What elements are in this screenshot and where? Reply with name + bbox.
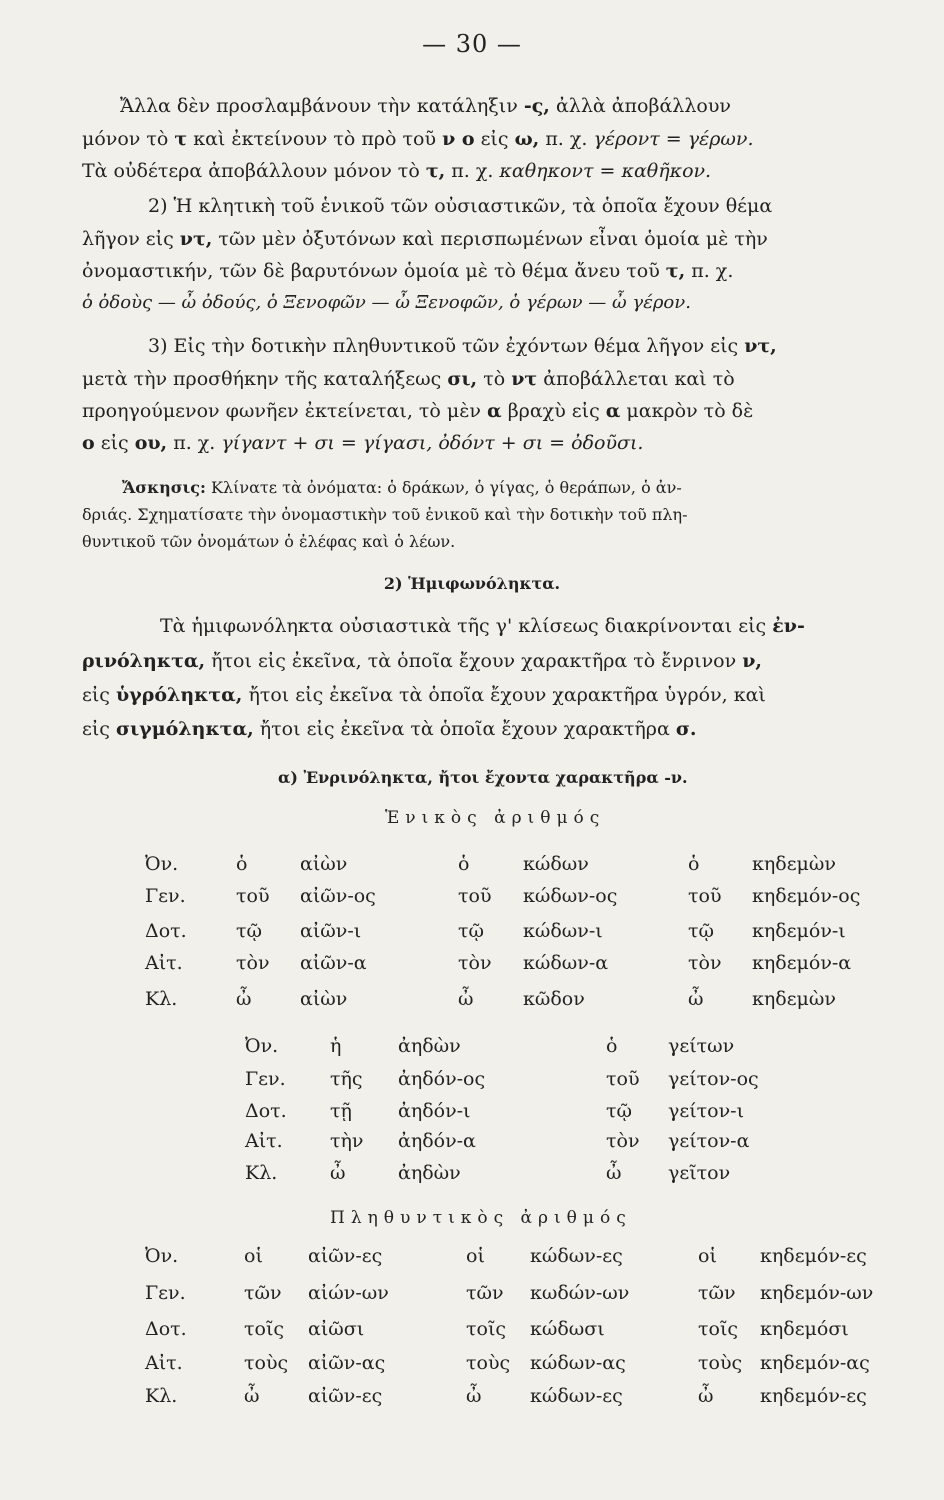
noun-form: κηδεμόν-ας [760, 1352, 870, 1374]
bold-text: ντ, [744, 335, 777, 357]
case-label: Αἰτ. [145, 1352, 183, 1374]
text: εἰς [474, 128, 515, 150]
italic-text: καθηκοντ = καθῆκον. [499, 160, 712, 182]
bold-text: τ [174, 128, 188, 150]
article: τὸν [458, 952, 492, 974]
case-label: Αἰτ. [145, 952, 183, 974]
bold-text: τ, [425, 160, 446, 182]
text: τῶν μὲν ὀξυτόνων καὶ περισπωμένων εἶναι ὁμοία μὲ τὴν [212, 228, 768, 250]
noun-form: κηδεμόν-ος [752, 885, 861, 907]
article: ὁ [688, 853, 700, 875]
page-number: — 30 — [422, 30, 522, 58]
text: τὸ [477, 368, 512, 390]
noun-form: κῶδον [523, 988, 585, 1010]
article: ὦ [606, 1162, 622, 1184]
text: π. χ. [445, 160, 500, 182]
noun-form: γείτον-ι [668, 1100, 745, 1122]
article: τοῖς [466, 1318, 507, 1340]
noun-form: κηδεμόν-α [752, 952, 852, 974]
text: βραχὺ εἰς [501, 400, 606, 422]
article: οἱ [244, 1245, 263, 1267]
bold-text: σι, [447, 368, 478, 390]
text: ἤτοι εἰς ἐκεῖνα, τὰ ὁποῖα ἔχουν χαρακτῆρα τὸ ἔνρινον [205, 650, 743, 672]
text: εἰς [82, 718, 116, 740]
case-label: Γεν. [245, 1068, 286, 1090]
bold-text: ου, [134, 432, 168, 454]
exercise-line: δριάς. Σχηματίσατε τὴν ὀνομαστικὴν τοῦ ἑνικοῦ καὶ τὴν δοτικὴν τοῦ πλη- [82, 505, 688, 524]
noun-form: ἀηδόν-ι [398, 1100, 471, 1122]
noun-form: γείτον-ος [668, 1068, 759, 1090]
text: καὶ ἐκτείνουν τὸ πρὸ τοῦ [187, 128, 443, 150]
article: τὸν [236, 952, 270, 974]
article: οἱ [466, 1245, 485, 1267]
noun-form: αἰὼν [300, 988, 348, 1010]
text-line [120, 95, 731, 117]
noun-form: ἀηδόν-α [398, 1130, 476, 1152]
article: ὦ [698, 1385, 714, 1407]
text: ἀλλὰ ἀποβάλλουν [549, 95, 731, 117]
article: τῇ [330, 1100, 352, 1122]
text: 3) Εἰς τὴν δοτικὴν πληθυντικοῦ τῶν ἐχόντων θέμα λῆγον εἰς [148, 335, 745, 357]
text-line: 2) Ἡ κλητικὴ τοῦ ἑνικοῦ τῶν οὐσιαστικῶν, τὰ ὁποῖα ἔχουν θέμα [148, 195, 773, 217]
case-label: Κλ. [145, 988, 178, 1010]
article: ὦ [236, 988, 252, 1010]
text-line [82, 160, 711, 182]
subheading: α) Ἐνρινόληκτα, ἤτοι ἔχοντα χαρακτῆρα -ν. [278, 768, 688, 787]
article: τοῖς [698, 1318, 739, 1340]
noun-form: κηδεμόν-ες [760, 1385, 867, 1407]
article: ὦ [466, 1385, 482, 1407]
bold-text: ἐν- [772, 615, 805, 637]
article: τοὺς [466, 1352, 511, 1374]
text-line [82, 432, 643, 454]
bold-text: ν, [742, 650, 763, 672]
text: Τὰ ἡμιφωνόληκτα οὐσιαστικὰ τῆς γ' κλίσεως διακρίνονται εἰς [160, 615, 773, 637]
text-line: ὁ ὀδοὺς — ὦ ὀδούς, ὁ Ξενοφῶν — ὦ Ξενοφῶν, ὁ γέρων — ὦ γέρον. [82, 292, 691, 313]
plural-title: Πληθυντικὸς ἀριθμός [330, 1208, 632, 1228]
text-line [148, 335, 777, 357]
noun-form: κώδων-ος [523, 885, 618, 907]
article: τῶν [466, 1282, 504, 1304]
article: τὸν [606, 1130, 640, 1152]
noun-form: αἰὼν [300, 853, 348, 875]
noun-form: αἰών-ων [308, 1282, 389, 1304]
noun-form: ἀηδόν-ος [398, 1068, 486, 1090]
exercise-label: Ἄσκησις: [122, 478, 206, 497]
article: τὸν [688, 952, 722, 974]
article: ὦ [330, 1162, 346, 1184]
noun-form: κώδων-ι [523, 920, 603, 942]
noun-form: κώδων-ες [530, 1245, 623, 1267]
case-label: Δοτ. [145, 1318, 187, 1340]
bold-text: ν ο [442, 128, 475, 150]
article: τοῦ [236, 885, 270, 907]
article: τοὺς [244, 1352, 289, 1374]
article: τῶν [244, 1282, 282, 1304]
noun-form: γείτον-α [668, 1130, 750, 1152]
noun-form: κώδωσι [530, 1318, 605, 1340]
text-line [82, 368, 735, 390]
italic-text: γέροντ = γέρων. [593, 128, 754, 150]
text: π. χ. [685, 260, 734, 282]
noun-form: γείτων [668, 1035, 735, 1057]
noun-form: κηδεμὼν [752, 853, 836, 875]
article: ὁ [458, 853, 470, 875]
text-line [82, 228, 768, 250]
case-label: Δοτ. [145, 920, 187, 942]
case-label: Ὀν. [145, 853, 179, 875]
noun-form: κώδων [523, 853, 589, 875]
text-line [82, 650, 762, 672]
text: ἤτοι εἰς ἐκεῖνα τὰ ὁποῖα ἔχουν χαρακτῆρα [253, 718, 676, 740]
text: μετὰ τὴν προσθήκην τῆς καταλήξεως [82, 368, 448, 390]
article: ὁ [236, 853, 248, 875]
text: ὀνομαστικήν, τῶν δὲ βαρυτόνων ὁμοία μὲ τὸ θέμα ἄνευ τοῦ [82, 260, 666, 282]
case-label: Δοτ. [245, 1100, 287, 1122]
article: τοὺς [698, 1352, 743, 1374]
noun-form: αἰῶν-ος [300, 885, 376, 907]
noun-form: ἀηδὼν [398, 1162, 461, 1184]
bold-text: α [605, 400, 621, 422]
text: εἰς [94, 432, 135, 454]
text: Τὰ οὐδέτερα ἀποβάλλουν μόνον τὸ [82, 160, 426, 182]
bold-text: ντ, [179, 228, 213, 250]
noun-form: κώδων-ας [530, 1352, 626, 1374]
article: ὦ [244, 1385, 260, 1407]
case-label: Γεν. [145, 1282, 186, 1304]
noun-form: κηδεμόν-ες [760, 1245, 867, 1267]
text-line [82, 684, 766, 706]
text-line [160, 615, 805, 637]
article: ὦ [458, 988, 474, 1010]
article: τῷ [458, 920, 485, 942]
noun-form: κηδεμόν-ι [752, 920, 846, 942]
text: εἰς [82, 684, 116, 706]
article: τῷ [236, 920, 263, 942]
bold-text: ρινόληκτα, [82, 650, 206, 672]
article: τῷ [606, 1100, 633, 1122]
singular-title: Ἑνικὸς ἀριθμός [385, 808, 606, 828]
text: π. χ. [167, 432, 222, 454]
noun-form: αἰῶν-ες [308, 1385, 383, 1407]
text: προηγούμενον φωνῆεν ἐκτείνεται, τὸ μὲν [82, 400, 488, 422]
case-label: Ὀν. [145, 1245, 179, 1267]
bold-text: ω, [514, 128, 540, 150]
case-label: Ὀν. [245, 1035, 279, 1057]
bold-text: ὑγρόληκτα, [115, 684, 243, 706]
noun-form: γεῖτον [668, 1162, 731, 1184]
case-label: Αἰτ. [245, 1130, 283, 1152]
bold-text: σ. [675, 718, 697, 740]
text-line [82, 718, 696, 740]
bold-text: τ, [665, 260, 686, 282]
exercise-line [122, 478, 682, 497]
text: μακρὸν τὸ δὲ [620, 400, 754, 422]
bold-text: σιγμόληκτα, [115, 718, 254, 740]
case-label: Κλ. [145, 1385, 178, 1407]
text: ἀποβάλλεται καὶ τὸ [537, 368, 735, 390]
exercise-line: θυντικοῦ τῶν ὀνομάτων ὁ ἐλέφας καὶ ὁ λέων. [82, 532, 456, 551]
text-line [82, 400, 753, 422]
bold-text: ο [82, 432, 95, 454]
italic-text: γίγαντ + σι = γίγασι, ὀδόντ + σι = ὀδοῦσι. [221, 432, 644, 454]
article: τῆς [330, 1068, 363, 1090]
noun-form: κώδων-α [523, 952, 609, 974]
noun-form: αἰῶν-α [300, 952, 367, 974]
text: μόνον τὸ [82, 128, 175, 150]
noun-form: αἰῶν-ι [300, 920, 362, 942]
text: ἤτοι εἰς ἐκεῖνα τὰ ὁποῖα ἔχουν χαρακτῆρα ὑγρόν, καὶ [242, 684, 766, 706]
text-line [82, 260, 733, 282]
text: Ἄλλα δὲν προσλαμβάνουν τὴν κατάληξιν [120, 95, 524, 117]
article: ὁ [606, 1035, 618, 1057]
noun-form: κωδών-ων [530, 1282, 630, 1304]
noun-form: κώδων-ες [530, 1385, 623, 1407]
article: ἡ [330, 1035, 342, 1057]
section-heading: 2) Ἡμιφωνόληκτα. [383, 574, 561, 593]
noun-form: κηδεμόν-ων [760, 1282, 874, 1304]
article: ὦ [688, 988, 704, 1010]
article: τοῦ [606, 1068, 640, 1090]
article: οἱ [698, 1245, 717, 1267]
article: τὴν [330, 1130, 364, 1152]
bold-text: ντ [511, 368, 538, 390]
text-line [82, 128, 754, 150]
text: π. χ. [539, 128, 594, 150]
article: τοῦ [688, 885, 722, 907]
noun-form: αἰῶν-ας [308, 1352, 386, 1374]
text: Κλίνατε τὰ ὀνόματα: ὁ δράκων, ὁ γίγας, ὁ θεράπων, ὁ ἀν- [205, 478, 682, 497]
case-label: Γεν. [145, 885, 186, 907]
bold-text: α [487, 400, 502, 422]
noun-form: αἰῶσι [308, 1318, 365, 1340]
case-label: Κλ. [245, 1162, 278, 1184]
bold-text: -ς, [523, 95, 550, 117]
article: τοῖς [244, 1318, 285, 1340]
article: τῶν [698, 1282, 736, 1304]
noun-form: κηδεμόσι [760, 1318, 849, 1340]
noun-form: κηδεμὼν [752, 988, 836, 1010]
noun-form: ἀηδὼν [398, 1035, 461, 1057]
noun-form: αἰῶν-ες [308, 1245, 383, 1267]
article: τῷ [688, 920, 715, 942]
text: λῆγον εἰς [82, 228, 180, 250]
article: τοῦ [458, 885, 492, 907]
